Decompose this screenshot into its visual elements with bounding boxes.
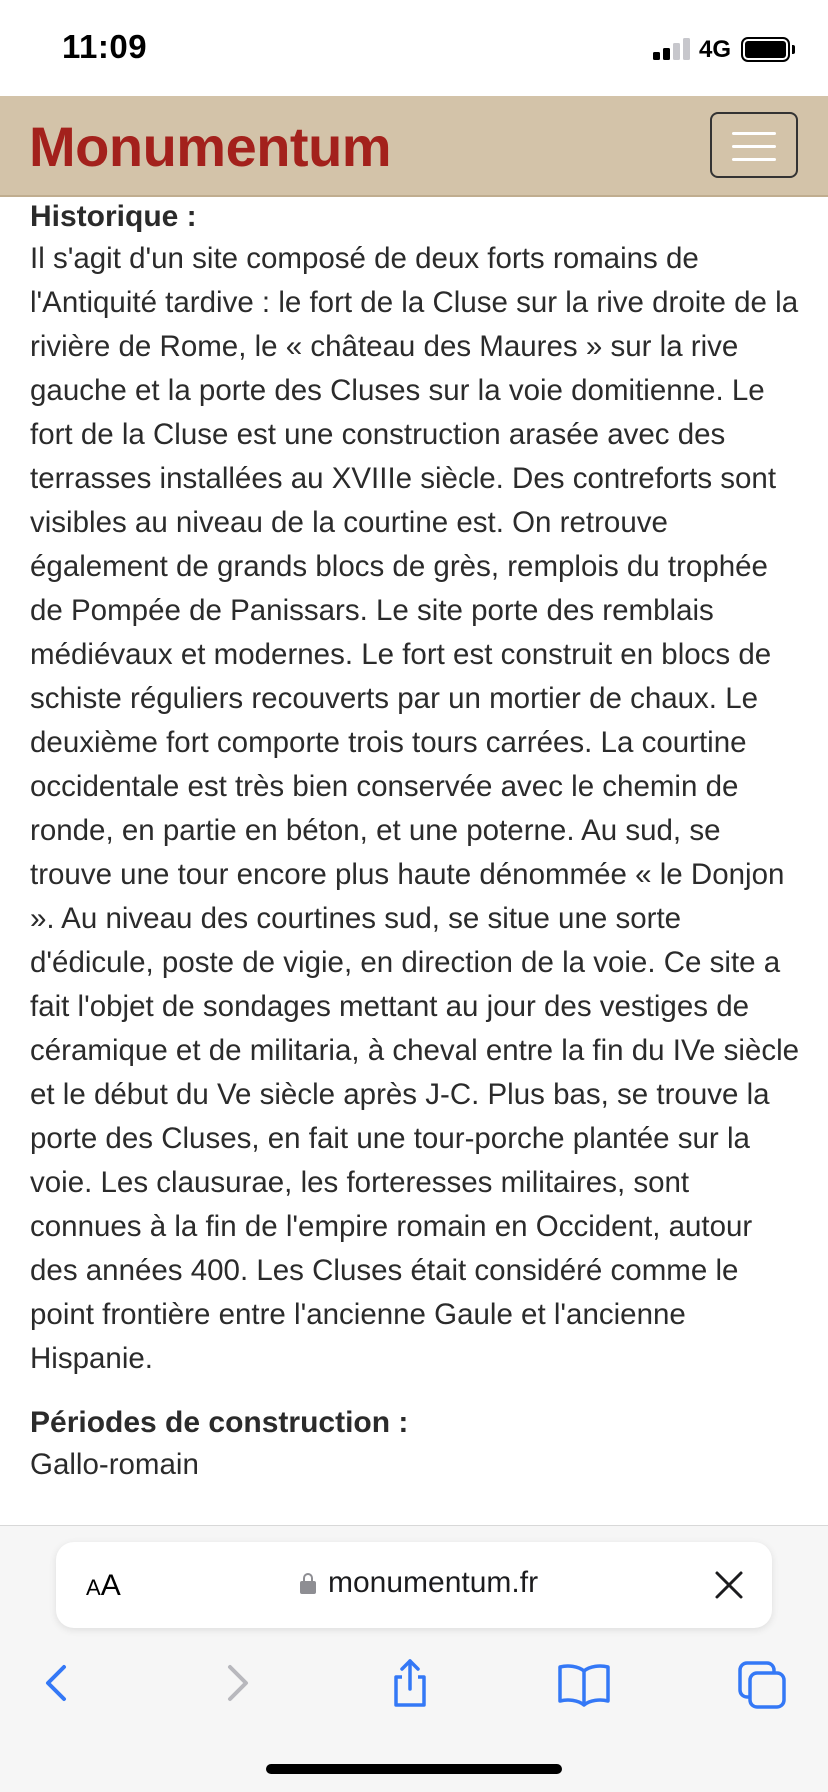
text-size-button[interactable] bbox=[86, 1569, 121, 1603]
historique-text: Il s'agit d'un site composé de deux forts romains de l'Antiquité tardive : le fort de la Cluse sur la rive droite de la rivière de Rome, le « château des Maures » sur la rive gauche et la porte des Cluses sur la voie domitienne. Le fort de la Cluse est une construction arasée avec des terrasses installées au XVIIIe siècle. Des contreforts sont visibles au niveau de la courtine est. On retrouve également de grands blocs de grès, remplois du trophée de Pompée de Panissars. Le site porte des remblais médiévaux et modernes. Le fort est construit en blocs de schiste réguliers recouverts par un mortier de chaux. Le deuxième fort comporte trois tours carrées. La courtine occidentale est très bien conservée avec le chemin de ronde, en partie en béton, et une poterne. Au sud, se trouve une tour encore plus haute dénommée « le Donjon ». Au niveau des courtines sud, se situe une sorte d'édicule, poste de vigie, en direction de la voie. Ce site a fait l'objet de sondages mettant au jour des vestiges de céramique et de militaria, à cheval entre la fin du IVe siècle et le début du Ve siècle après J-C. Plus bas, se trouve la porte des Cluses, en fait une tour-porche plantée sur la voie. Les clausurae, les forteresses militaires, sont connues à la fin de l'empire romain en Occident, autour des années 400. Les Cluses était considéré comme le point frontière entre l'ancienne Gaule et l'ancienne Hispanie. bbox=[30, 242, 800, 1375]
lock-icon bbox=[300, 1573, 316, 1595]
address-bar[interactable] bbox=[56, 1542, 772, 1628]
site-header bbox=[0, 96, 828, 197]
bookmarks-icon[interactable] bbox=[552, 1651, 616, 1715]
text-size-large-label: A bbox=[100, 1569, 121, 1602]
url-text[interactable]: monumentum.fr bbox=[328, 1566, 539, 1599]
hamburger-menu-icon[interactable] bbox=[710, 112, 798, 178]
status-bar bbox=[0, 0, 828, 96]
battery-icon bbox=[741, 37, 790, 62]
close-icon[interactable] bbox=[712, 1568, 746, 1602]
historique-title: Historique : bbox=[30, 200, 197, 233]
cellular-signal-icon bbox=[653, 38, 691, 60]
text-size-small-label: A bbox=[86, 1575, 101, 1600]
site-logo[interactable]: Monumentum bbox=[29, 115, 392, 178]
back-icon[interactable] bbox=[26, 1651, 90, 1715]
periodes-title: Périodes de construction : bbox=[30, 1406, 409, 1439]
browser-bottom-bar bbox=[0, 1525, 828, 1792]
page-content bbox=[30, 197, 802, 1525]
home-indicator bbox=[266, 1764, 562, 1774]
share-icon[interactable] bbox=[378, 1651, 442, 1715]
battery-cap bbox=[792, 45, 795, 54]
tabs-icon[interactable] bbox=[730, 1651, 794, 1715]
forward-icon[interactable] bbox=[204, 1651, 268, 1715]
periodes-text: Gallo-romain bbox=[30, 1448, 199, 1481]
status-time: 11:09 bbox=[62, 28, 148, 65]
network-label: 4G bbox=[699, 36, 732, 63]
